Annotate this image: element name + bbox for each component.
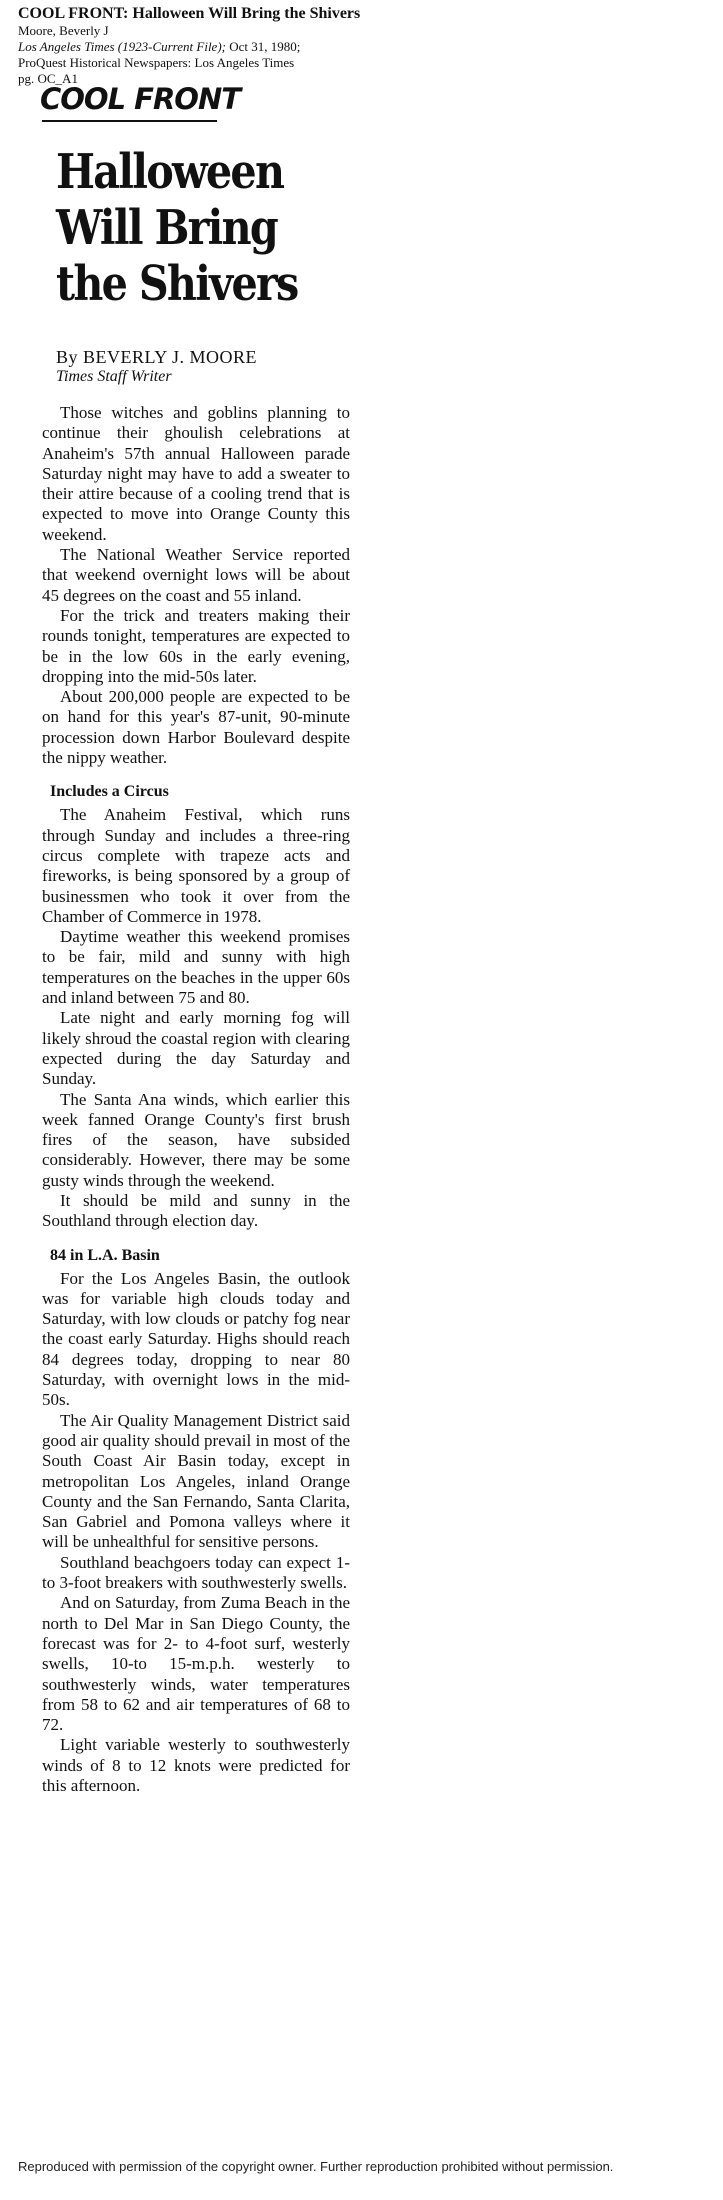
headline-line: Halloween [56, 144, 284, 200]
article-byline: By BEVERLY J. MOORE [56, 347, 258, 367]
article-column [36, 82, 350, 1796]
paragraph: The Anaheim Festival, which runs through Sunday and includes a three-ring circus complete with trapeze acts and fireworks, is being sponsored by a group of businessmen who took it over from the Chamber of Commerce in 1978. [42, 805, 350, 926]
headline-line: the Shivers [56, 256, 298, 312]
article-body [42, 403, 350, 1796]
citation-author: Moore, Beverly J [18, 23, 109, 38]
paragraph: It should be mild and sunny in the Southland through election day. [42, 1190, 350, 1231]
paragraph: Those witches and goblins planning to continue their ghoulish celebrations at Anaheim's 57th annual Halloween parade Saturday night may have to add a sweater to their attire because of a cooling trend that is expected to move into Orange County this weekend. [42, 403, 350, 544]
copyright-footer: Reproduced with permission of the copyright owner. Further reproduction prohibited without permission. [18, 2159, 614, 2174]
paragraph: And on Saturday, from Zuma Beach in the north to Del Mar in San Diego County, the forecast was for 2- to 4-foot surf, westerly swells, 10-to 15-m.p.h. westerly to southwesterly winds, water temperatures from 58 to 62 and air temperatures of 68 to 72. [42, 1593, 350, 1735]
paragraph: The National Weather Service reported that weekend overnight lows will be about 45 degrees on the coast and 55 inland. [42, 545, 350, 605]
citation-database: ProQuest Historical Newspapers: Los Angeles Times [18, 55, 295, 70]
paragraph: Late night and early morning fog will likely shroud the coastal region with clearing expected during the day Saturday and Sunday. [42, 1008, 350, 1089]
citation-header [18, 4, 708, 87]
paragraph: For the Los Angeles Basin, the outlook was for variable high clouds today and Saturday, with low clouds or patchy fog near the coast early Saturday. Highs should reach 84 degrees today, dropping to near 80 Saturday, with overnight lows in the mid-50s. [42, 1268, 350, 1410]
subheading: Includes a Circus [50, 783, 169, 801]
subheading: 84 in L.A. Basin [50, 1246, 160, 1264]
article-staff-line: Times Staff Writer [56, 368, 172, 385]
paragraph: Southland beachgoers today can expect 1- to 3-foot breakers with southwesterly swells. [42, 1552, 350, 1593]
paragraph: Daytime weather this weekend promises to be fair, mild and sunny with high temperatures on the beaches in the upper 60s and inland between 75 and 80. [42, 927, 350, 1008]
citation-title: COOL FRONT: Halloween Will Bring the Shivers [18, 5, 361, 22]
article-kicker: COOL FRONT [40, 82, 241, 116]
paragraph: About 200,000 people are expected to be on hand for this year's 87-unit, 90-minute procession down Harbor Boulevard despite the nippy weather. [42, 687, 350, 768]
citation-source: Los Angeles Times (1923-Current File); [18, 39, 226, 54]
citation-page: pg. OC_A1 [18, 71, 78, 86]
headline-line: Will Bring [56, 200, 278, 256]
citation-source-line [18, 39, 708, 55]
article-headline [56, 144, 348, 312]
paragraph: The Air Quality Management District said good air quality should prevail in most of the South Coast Air Basin today, except in metropolitan Los Angeles, inland Orange County and the San Fernando, Santa Clarita, San Gabriel and Pomona valleys where it will be unhealthful for sensitive persons. [42, 1410, 350, 1552]
paragraph: Light variable westerly to southwesterly winds of 8 to 12 knots were predicted for this afternoon. [42, 1735, 350, 1795]
paragraph: For the trick and treaters making their rounds tonight, temperatures are expected to be in the low 60s in the early evening, dropping into the mid-50s later. [42, 605, 350, 686]
paragraph: The Santa Ana winds, which earlier this week fanned Orange County's first brush fires of the season, have subsided considerably. However, there may be some gusty winds through the weekend. [42, 1089, 350, 1190]
citation-date: Oct 31, 1980; [229, 39, 301, 54]
kicker-rule [42, 120, 217, 122]
